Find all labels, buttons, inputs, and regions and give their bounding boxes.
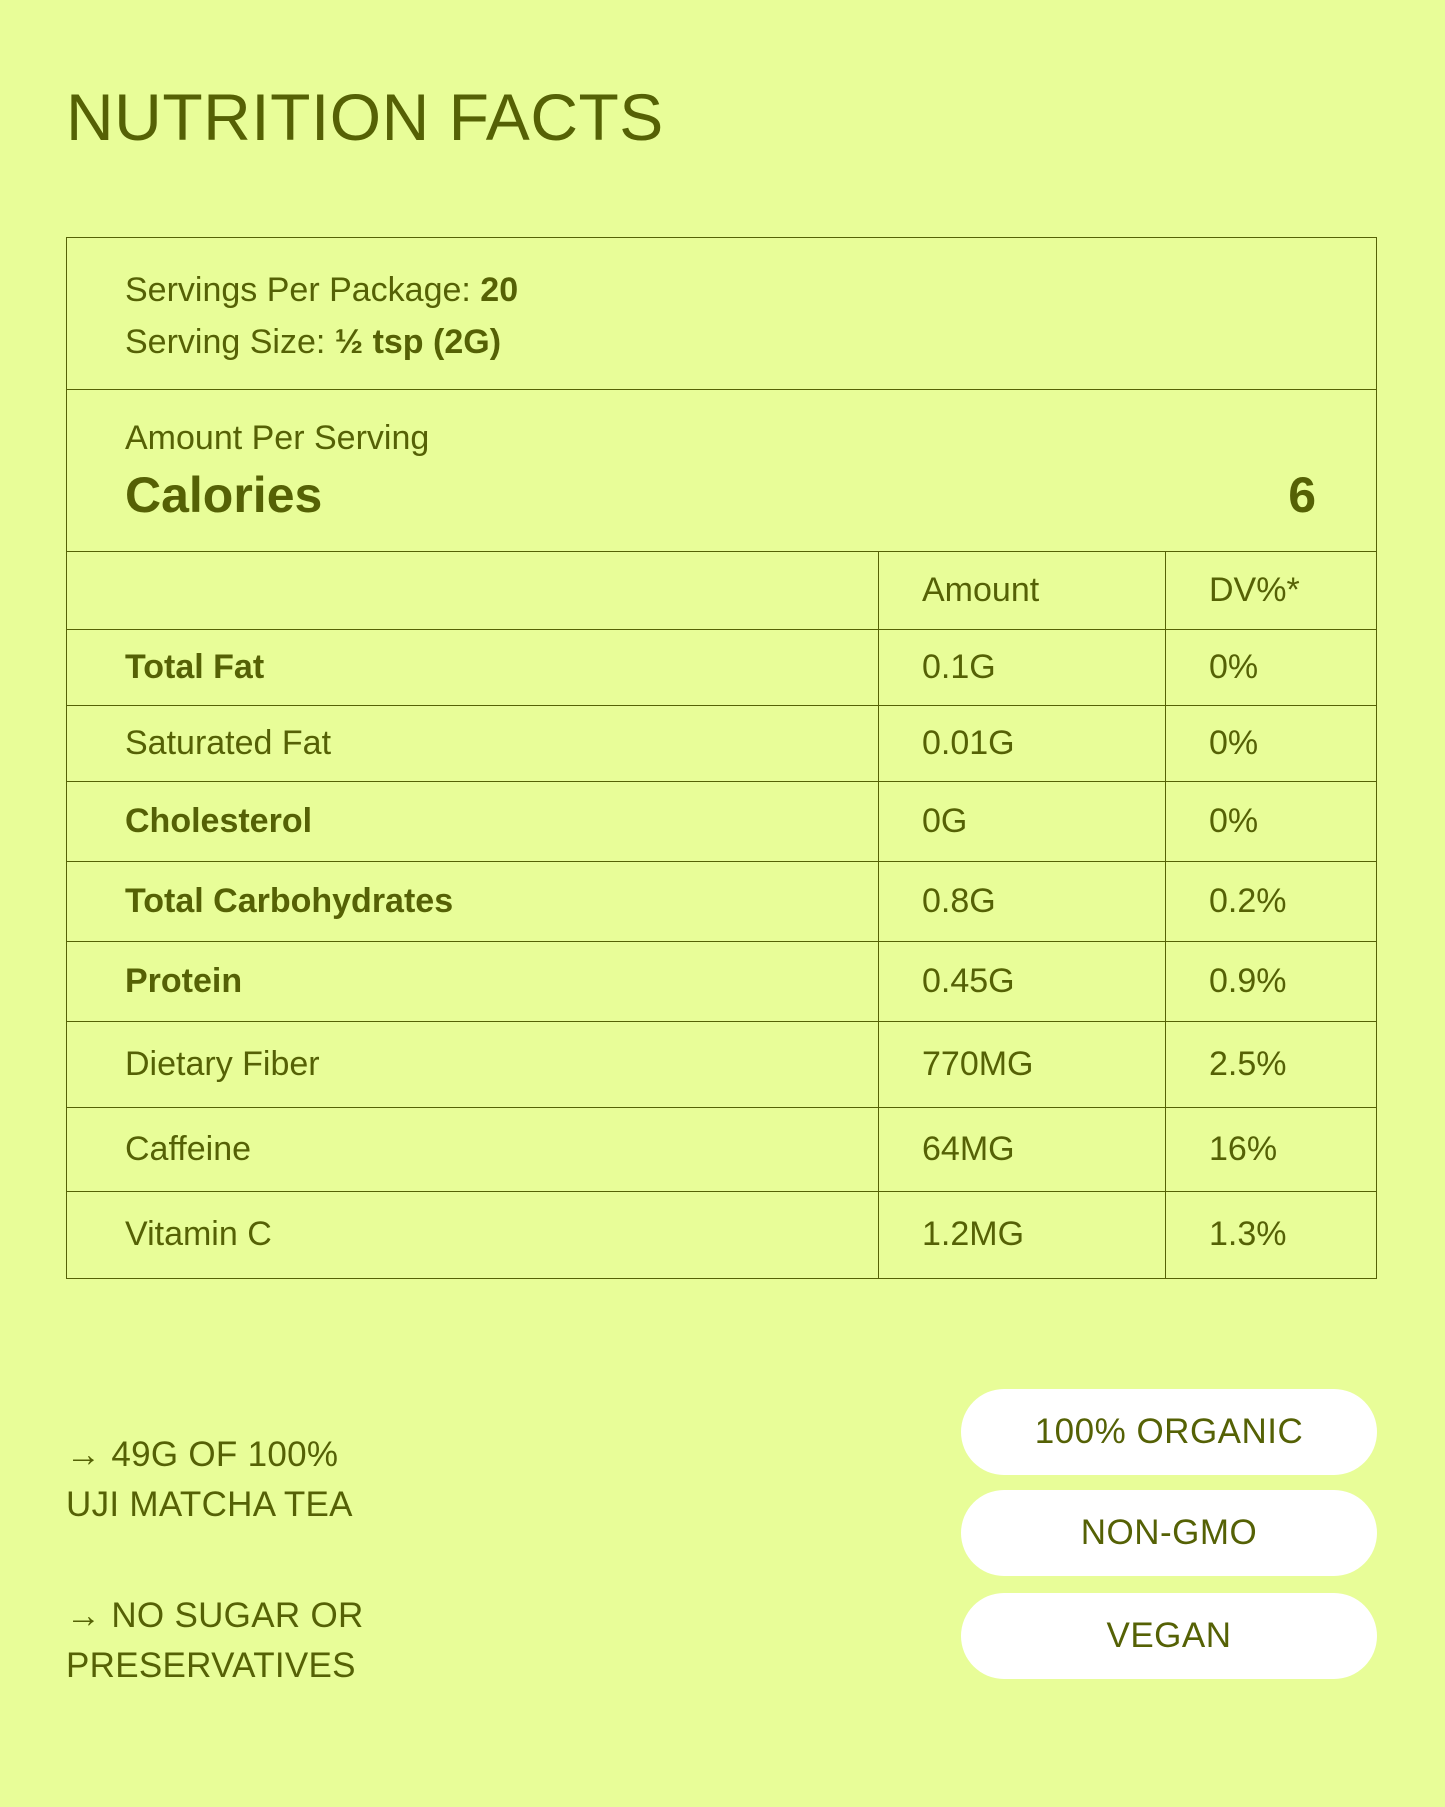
note-matcha: → 49G OF 100% UJI MATCHA TEA [66, 1435, 353, 1524]
nutrient-amount: 770MG [879, 1021, 1166, 1107]
table-row [67, 1191, 1376, 1278]
nutrient-dv: 2.5% [1166, 1021, 1377, 1107]
nutrient-amount: 64MG [879, 1107, 1166, 1191]
table-header-row [67, 552, 1376, 629]
nutrient-amount: 0G [879, 781, 1166, 861]
calories-row [125, 466, 1316, 524]
nutrient-name: Total Carbohydrates [67, 861, 879, 941]
nutrient-name: Total Fat [67, 629, 879, 705]
header-nutrient [67, 552, 879, 629]
table-row [67, 705, 1376, 781]
nutrition-label [66, 237, 1377, 1279]
nutrient-amount: 0.01G [879, 705, 1166, 781]
servings-section [67, 238, 1376, 390]
nutrient-name: Dietary Fiber [67, 1021, 879, 1107]
badge-vegan: VEGAN [961, 1593, 1377, 1679]
calories-label: Calories [125, 467, 323, 524]
nutrient-dv: 16% [1166, 1107, 1377, 1191]
nutrient-table [67, 552, 1376, 1278]
nutrient-dv: 0.2% [1166, 861, 1377, 941]
amount-per-serving-label: Amount Per Serving [125, 419, 430, 457]
calories-section [67, 390, 1376, 552]
nutrient-dv: 0% [1166, 629, 1377, 705]
badge-organic: 100% ORGANIC [961, 1389, 1377, 1475]
serving-size-value: ½ tsp (2G) [334, 323, 502, 361]
nutrient-name: Saturated Fat [67, 705, 879, 781]
nutrient-dv: 1.3% [1166, 1191, 1377, 1278]
nutrient-amount: 1.2MG [879, 1191, 1166, 1278]
nutrient-amount: 0.8G [879, 861, 1166, 941]
nutrient-name: Vitamin C [67, 1191, 879, 1278]
table-row [67, 781, 1376, 861]
nutrient-name: Protein [67, 941, 879, 1021]
nutrient-amount: 0.1G [879, 629, 1166, 705]
page-title: NUTRITION FACTS [66, 80, 664, 154]
note-no-sugar: → NO SUGAR OR PRESERVATIVES [66, 1596, 364, 1685]
servings-per-package-value: 20 [480, 271, 519, 309]
table-row [67, 861, 1376, 941]
table-row [67, 629, 1376, 705]
nutrient-dv: 0% [1166, 781, 1377, 861]
nutrient-dv: 0% [1166, 705, 1377, 781]
servings-per-package: Servings Per Package: 20 [125, 271, 519, 309]
calories-value: 6 [1288, 467, 1316, 524]
header-amount: Amount [879, 552, 1166, 629]
nutrient-amount: 0.45G [879, 941, 1166, 1021]
table-row [67, 1107, 1376, 1191]
nutrient-name: Caffeine [67, 1107, 879, 1191]
table-row [67, 1021, 1376, 1107]
nutrient-dv: 0.9% [1166, 941, 1377, 1021]
badge-non-gmo: NON-GMO [961, 1490, 1377, 1576]
table-row [67, 941, 1376, 1021]
header-dv: DV%* [1166, 552, 1377, 629]
serving-size: Serving Size: ½ tsp (2G) [125, 323, 502, 361]
nutrient-name: Cholesterol [67, 781, 879, 861]
